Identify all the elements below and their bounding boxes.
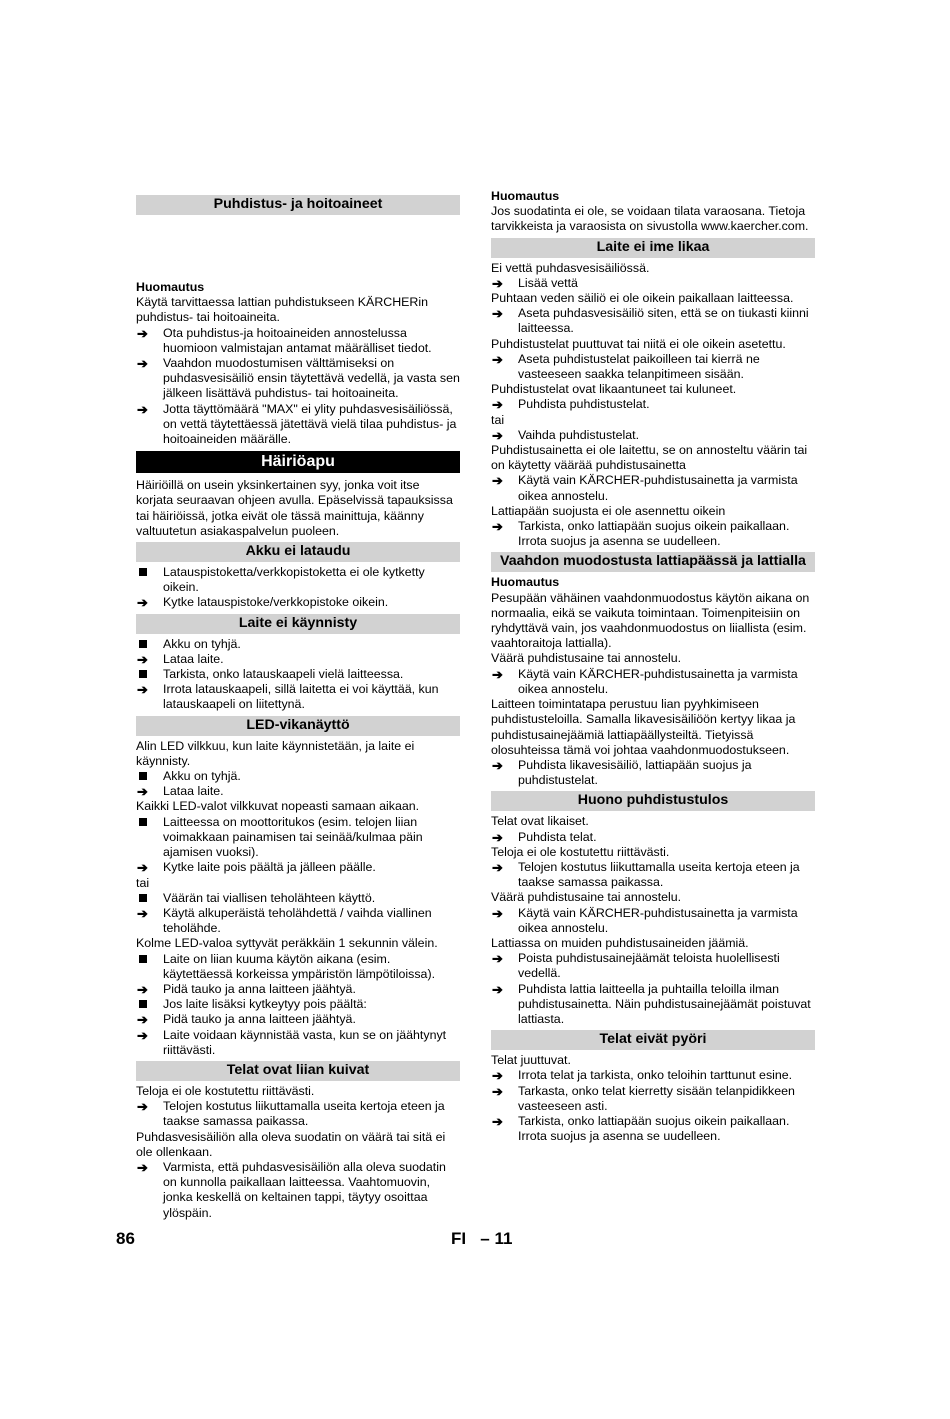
paragraph: Puhdistusainetta ei ole laitettu, se on annosteltu väärin tai on käytetty väärää puhdistusainetta — [491, 443, 808, 473]
list-item: ➔ Puhdista lattia laitteella ja puhtailla teloilla ilman puhdistusainetta. Näin puhdistusainejäämät poistuvat lattiasta. — [492, 981, 811, 1026]
list-item: ➔ Telojen kostutus liikuttamalla useita kertoja eteen ja taakse samassa paikassa. — [137, 1099, 445, 1129]
arrow-icon: ➔ — [492, 519, 503, 535]
heading-akku: Akku ei lataudu — [136, 542, 460, 562]
list-item: ➔ Laite voidaan käynnistää vasta, kun se on jäähtynyt riittävästi. — [137, 1027, 447, 1057]
list-item: ➔ Irrota telat ja tarkista, onko teloihin tarttunut esine. — [492, 1068, 793, 1084]
note-title: Huomautus — [136, 280, 205, 294]
arrow-icon: ➔ — [492, 397, 503, 413]
paragraph: Lattiapään suojusta ei ole asennettu oikein — [491, 503, 726, 518]
list-item: Akku on tyhjä. — [136, 637, 460, 652]
list-item: ➔ Jotta täyttömäärä "MAX" ei ylity puhdasvesisäiliössä, on vettä täytettäessä jätettävä vielä tilaa puhdistus- ja hoitoaineiden määrälle. — [137, 401, 457, 447]
list-item: Laite on liian kuuma käytön aikana (esim. käytettäessä korkeissa ympäristön lämpötiloissa). — [136, 952, 460, 982]
arrow-icon: ➔ — [137, 325, 148, 341]
arrow-icon: ➔ — [492, 981, 503, 997]
list-item: ➔ Irrota latauskaapeli, sillä laitetta ei voi käyttää, kun latauskaapeli on liitettynä. — [137, 682, 439, 712]
arrow-icon: ➔ — [492, 351, 503, 367]
heading-puhdistus: Puhdistus- ja hoitoaineet — [136, 195, 460, 215]
paragraph: Pesupään vähäinen vaahdonmuodostus käytön aikana on normaalia, eikä se vaikuta toimintaan. Toimenpiteisiin on ryhdyttävä vain, jos vaahdonmuodostus on liiallista (esim. vaahtoraitoja lattialla). — [491, 590, 810, 651]
paragraph: Alin LED vilkkuu, kun laite käynnistetään, ja laite ei käynnisty. — [136, 738, 415, 768]
arrow-icon: ➔ — [492, 859, 503, 875]
list-item: ➔ Poista puhdistusainejäämät teloista huolellisesti vedellä. — [492, 951, 780, 981]
list-item: ➔ Varmista, että puhdasvesisäiliön alla oleva suodatin on kunnolla paikallaan laitteessa. Vaahtomuovin, jonka keskellä on keltainen tappi, täytyy osoittaa ylöspäin. — [137, 1159, 446, 1220]
list-item: Laitteessa on moottoritukos (esim. telojen liian voimakkaan painamisen tai seinää/kulmaa päin ajamisen vuoksi). — [136, 815, 460, 861]
paragraph: Teloja ei ole kostutettu riittävästi. — [491, 844, 670, 859]
note-title: Huomautus — [491, 575, 560, 590]
list-item: ➔ Vaahdon muodostumisen välttämiseksi on puhdasvesisäiliö ensin täytettävä vedellä, ja vasta sen jälkeen lisättävä puhdistus- tai hoitoaineita. — [137, 356, 460, 401]
paragraph: Telat ovat likaiset. — [491, 814, 589, 829]
list-item: ➔ Telojen kostutus liikuttamalla useita kertoja eteen ja taakse samassa paikassa. — [492, 859, 800, 890]
arrow-icon: ➔ — [492, 306, 503, 322]
left-column — [136, 192, 460, 1221]
square-bullet-icon — [137, 997, 157, 1012]
hairio-intro: Häiriöillä on usein yksinkertainen syy, jonka voit itse korjata seuraavan ohjeen avulla. Epäselvissä tapauksissa tai häiriöissä, jotka eivät ole tässä mainittuja, käänny valtuutetun asiakaspalvelun puoleen. — [136, 478, 453, 538]
list-item: ➔ Aseta puhdistustelat paikoilleen tai kierrä ne vasteeseen saakka telanpitimeen sisään. — [492, 351, 760, 382]
square-bullet-icon — [137, 637, 157, 652]
arrow-icon: ➔ — [492, 1068, 503, 1084]
paragraph: tai — [136, 875, 150, 890]
list-item: ➔ Puhdista puhdistustelat. — [492, 397, 650, 413]
arrow-icon: ➔ — [492, 951, 503, 967]
note-text: Jos suodatinta ei ole, se voidaan tilata varaosana. Tietoja tarvikkeista ja varaosista on sivustolla www.kaercher.com. — [491, 204, 809, 234]
arrow-icon: ➔ — [492, 1113, 503, 1129]
square-bullet-icon — [137, 565, 157, 580]
arrow-icon: ➔ — [492, 829, 503, 845]
square-bullet-icon — [137, 891, 157, 906]
arrow-icon: ➔ — [137, 595, 148, 611]
list-item: ➔ Ota puhdistus-ja hoitoaineiden annostelussa huomioon valmistajan antamat määrälliset tiedot. — [137, 325, 432, 355]
language-page-label: FI – 11 — [451, 1229, 513, 1248]
list-item: ➔ Käytä alkuperäistä teholähdettä / vaihda viallinen teholähde. — [137, 905, 432, 936]
paragraph: Puhdistustelat puuttuvat tai niitä ei ole oikein asetettu. — [491, 336, 786, 351]
square-bullet-icon — [137, 952, 157, 967]
list-item: ➔ Käytä vain KÄRCHER-puhdistusainetta ja varmista oikea annostelu. — [492, 666, 798, 696]
arrow-icon: ➔ — [137, 1012, 148, 1028]
note-text: Käytä tarvittaessa lattian puhdistukseen KÄRCHERin puhdistus- tai hoitoaineita. — [136, 295, 429, 325]
heading-pyori: Telat eivät pyöri — [491, 1030, 815, 1050]
heading-led: LED-vikanäyttö — [136, 716, 460, 736]
list-item: ➔ Lataa laite. — [137, 651, 224, 667]
paragraph: Puhdasvesisäiliön alla oleva suodatin on väärä tai sitä ei ole ollenkaan. — [136, 1129, 446, 1159]
paragraph: Laitteen toimintatapa perustuu lian pyyhkimiseen puhdistusteloilla. Samalla likavesisäiliöön kertyy likaa ja puhdistusainejäämiä lattiapäällysteiltä. Tietyissä olosuhteissa tämä voi johtaa vaahdonmuodostukseen. — [491, 697, 796, 757]
arrow-icon: ➔ — [492, 666, 503, 682]
arrow-icon: ➔ — [137, 981, 148, 997]
square-bullet-icon — [137, 815, 157, 830]
paragraph: Telat juuttuvat. — [491, 1053, 571, 1068]
list-item: Latauspistoketta/verkkopistoketta ei ole kytketty oikein. — [136, 565, 460, 595]
list-item: ➔ Tarkista, onko lattiapään suojus oikein paikallaan. Irrota suojus ja asenna se uudelleen. — [492, 1113, 790, 1144]
heading-hairioapu: Häiriöapu — [136, 451, 460, 473]
paragraph: Puhdistustelat ovat likaantuneet tai kuluneet. — [491, 382, 737, 397]
square-bullet-icon — [137, 667, 157, 682]
heading-ime: Laite ei ime likaa — [491, 238, 815, 258]
list-item: Jos laite lisäksi kytkeytyy pois päältä: — [136, 997, 460, 1012]
paragraph: tai — [491, 412, 505, 427]
right-column — [491, 189, 815, 1144]
paragraph: Kolme LED-valoa syttyvät peräkkäin 1 sekunnin välein. — [136, 936, 438, 951]
heading-huono: Huono puhdistustulos — [491, 791, 815, 811]
list-item: Väärän tai viallisen teholähteen käyttö. — [136, 891, 460, 906]
arrow-icon: ➔ — [492, 1083, 503, 1099]
list-item: Akku on tyhjä. — [136, 769, 460, 784]
arrow-icon: ➔ — [137, 860, 148, 876]
paragraph: Lattiassa on muiden puhdistusaineiden jäämiä. — [491, 935, 749, 950]
list-item: ➔ Tarkasta, onko telat kierretty sisään telanpidikkeen vasteeseen asti. — [492, 1083, 795, 1113]
list-item: ➔ Kytke laite pois päältä ja jälleen päälle. — [137, 860, 376, 876]
list-item: ➔ Lisää vettä — [492, 275, 578, 291]
paragraph: Puhtaan veden säiliö ei ole oikein paikallaan laitteessa. — [491, 291, 794, 306]
list-item: ➔ Puhdista likavesisäiliö, lattiapään suojus ja puhdistustelat. — [492, 757, 752, 788]
paragraph: Teloja ei ole kostutettu riittävästi. — [136, 1083, 315, 1098]
list-item: ➔ Pidä tauko ja anna laitteen jäähtyä. — [137, 1012, 356, 1028]
arrow-icon: ➔ — [492, 757, 503, 773]
arrow-icon: ➔ — [492, 275, 503, 291]
arrow-icon: ➔ — [137, 356, 148, 372]
list-item: ➔ Lataa laite. — [137, 784, 224, 800]
list-item: ➔ Puhdista telat. — [492, 829, 597, 845]
arrow-icon: ➔ — [137, 1159, 148, 1175]
list-item: ➔ Vaihda puhdistustelat. — [492, 427, 640, 443]
arrow-icon: ➔ — [137, 784, 148, 800]
list-item: ➔ Aseta puhdasvesisäiliö siten, että se on tiukasti kiinni laitteessa. — [492, 306, 809, 336]
list-item: ➔ Käytä vain KÄRCHER-puhdistusainetta ja varmista oikea annostelu. — [492, 905, 798, 935]
paragraph: Väärä puhdistusaine tai annostelu. — [491, 890, 682, 905]
list-item: ➔ Kytke latauspistoke/verkkopistoke oikein. — [137, 595, 389, 611]
arrow-icon: ➔ — [492, 473, 503, 489]
arrow-icon: ➔ — [492, 905, 503, 921]
paragraph: Ei vettä puhdasvesisäiliössä. — [491, 260, 650, 275]
note-title: Huomautus — [491, 189, 560, 203]
list-item: ➔ Pidä tauko ja anna laitteen jäähtyä. — [137, 981, 356, 997]
heading-kuivat: Telat ovat liian kuivat — [136, 1061, 460, 1081]
list-item: ➔ Käytä vain KÄRCHER-puhdistusainetta ja varmista oikea annostelu. — [492, 473, 798, 503]
list-item: ➔ Tarkista, onko lattiapään suojus oikein paikallaan. Irrota suojus ja asenna se uudelleen. — [492, 519, 790, 549]
square-bullet-icon — [137, 769, 157, 784]
arrow-icon: ➔ — [137, 1099, 148, 1115]
arrow-icon: ➔ — [137, 905, 148, 921]
arrow-icon: ➔ — [492, 427, 503, 443]
paragraph: Väärä puhdistusaine tai annostelu. — [491, 651, 682, 666]
arrow-icon: ➔ — [137, 1027, 148, 1043]
heading-vaahto: Vaahdon muodostusta lattiapäässä ja lattialla — [491, 552, 815, 572]
arrow-icon: ➔ — [137, 651, 148, 667]
paragraph: Kaikki LED-valot vilkkuvat nopeasti samaan aikaan. — [136, 799, 420, 814]
arrow-icon: ➔ — [137, 401, 148, 417]
page-number: 86 — [116, 1229, 135, 1248]
heading-kaynnisty: Laite ei käynnisty — [136, 614, 460, 634]
arrow-icon: ➔ — [137, 682, 148, 698]
list-item: Tarkista, onko latauskaapeli vielä laitteessa. — [136, 667, 460, 682]
